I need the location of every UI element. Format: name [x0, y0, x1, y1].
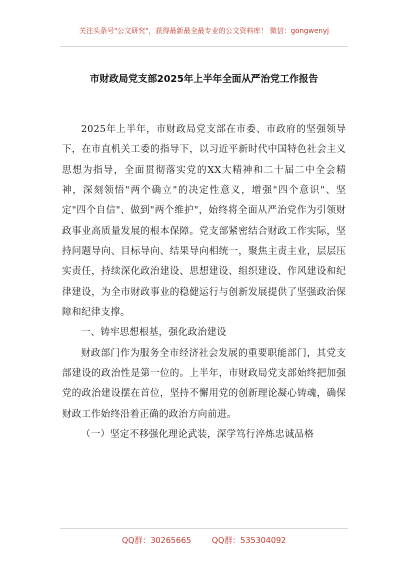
intro-paragraph: 2025年上半年，市财政局党支部在市委、市政府的坚强领导下，在市直机关工委的指导下，以习近平新时代中国特色社会主义思想为指导，全面贯彻落实党的XX大精神和二十届二中全会精神，深刻领悟"两个确立"的决定性意义，增强"四个意识"、坚定"四个自信"、做到"两个维护"，始终将全面从严治党作为引领财政事业高质量发展的根本保障。党支部紧密结合财政工作实际，坚持问题导向、目标导向、结果导向相统一，聚焦主责主业，层层压实责任，持续深化政治建设、思想建设、组织建设、作风建设和纪律建设，为全市财政事业的稳健运行与创新发展提供了坚强政治保障和纪律支撑。 — [62, 124, 346, 319]
document-title: 市财政局党支部2025年上半年全面从严治党工作报告 — [89, 74, 319, 85]
header-divider — [60, 46, 348, 47]
section-heading-1: 一、铸牢思想根基，强化政治建设 — [81, 327, 227, 339]
header-banner: 关注头条号"公文研究"，获得最新最全最专业的公文资料库！ 微信：gongwenyj — [79, 27, 329, 35]
section-1-paragraph: 财政部门作为服务全市经济社会发展的重要职能部门，其党支部建设的政治性是第一位的。上半年，市财政局党支部始终把加强党的政治建设摆在首位，坚持不懈用党的创新理论凝心铸魂，确保财政工作始终沿着正确的政治方向前进。 — [62, 347, 346, 420]
footer-contacts — [0, 535, 408, 546]
document-body — [62, 120, 346, 446]
subsection-heading-1: （一）坚定不移强化理论武装，深学笃行淬炼忠诚品格 — [81, 429, 314, 441]
footer-qq-group-2: QQ群：535304092 — [211, 536, 287, 545]
footer-qq-group-1: QQ群：30265665 — [121, 536, 192, 545]
footer-divider — [60, 528, 348, 529]
